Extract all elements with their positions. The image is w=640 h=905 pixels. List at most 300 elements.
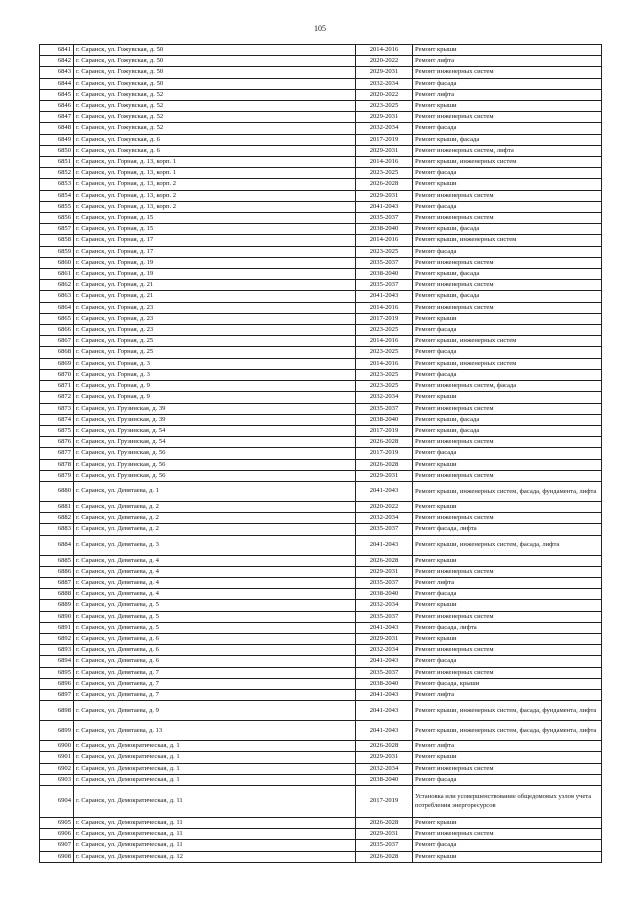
- table-row: [40, 524, 602, 535]
- address-cell: г. Саранск, ул. Демократическая, д. 11: [74, 785, 356, 817]
- work-type-cell: Ремонт крыши: [413, 459, 602, 470]
- address-cell: г. Саранск, ул. Горная, д. 13, корп. 2: [74, 179, 356, 190]
- table-row: [40, 67, 602, 78]
- row-number-cell: 6848: [40, 123, 74, 134]
- period-cell: 2014-2016: [356, 358, 413, 369]
- address-cell: г. Саранск, ул. Грузинская, д. 39: [74, 414, 356, 425]
- work-type-cell: Ремонт крыши, инженерных систем: [413, 358, 602, 369]
- address-cell: г. Саранск, ул. Горная, д. 15: [74, 213, 356, 224]
- work-type-cell: Ремонт инженерных систем: [413, 302, 602, 313]
- row-number-cell: 6866: [40, 325, 74, 336]
- row-number-cell: 6844: [40, 78, 74, 89]
- row-number-cell: 6869: [40, 358, 74, 369]
- work-type-cell: Ремонт фасада: [413, 78, 602, 89]
- work-type-cell: Ремонт крыши: [413, 45, 602, 56]
- table-row: [40, 224, 602, 235]
- address-cell: г. Саранск, ул. Горная, д. 13, корп. 1: [74, 157, 356, 168]
- table-row: [40, 145, 602, 156]
- period-cell: 2023-2025: [356, 246, 413, 257]
- row-number-cell: 6905: [40, 817, 74, 828]
- period-cell: 2014-2016: [356, 302, 413, 313]
- table-row: [40, 213, 602, 224]
- address-cell: г. Саранск, ул. Девятаева, д. 7: [74, 689, 356, 700]
- row-number-cell: 6875: [40, 425, 74, 436]
- period-cell: 2035-2037: [356, 257, 413, 268]
- work-type-cell: Ремонт крыши, инженерных систем, фасада, фундамента, лифта: [413, 481, 602, 501]
- address-cell: г. Саранск, ул. Горная, д. 19: [74, 257, 356, 268]
- work-type-cell: Ремонт инженерных систем: [413, 513, 602, 524]
- address-cell: г. Саранск, ул. Девятаева, д. 7: [74, 667, 356, 678]
- work-type-cell: Ремонт крыши, инженерных систем, фасада, лифта: [413, 535, 602, 555]
- work-type-cell: Ремонт инженерных систем: [413, 611, 602, 622]
- address-cell: г. Саранск, ул. Горная, д. 17: [74, 235, 356, 246]
- table-row: [40, 555, 602, 566]
- work-type-cell: Установка или усовершенствование общедомовых узлов учета потребления энергоресурсов: [413, 785, 602, 817]
- table-row: [40, 817, 602, 828]
- period-cell: 2026-2028: [356, 817, 413, 828]
- period-cell: 2017-2019: [356, 785, 413, 817]
- period-cell: 2020-2022: [356, 89, 413, 100]
- period-cell: 2041-2043: [356, 535, 413, 555]
- period-cell: 2020-2022: [356, 56, 413, 67]
- table-row: [40, 645, 602, 656]
- work-type-cell: Ремонт крыши, фасада: [413, 224, 602, 235]
- work-type-cell: Ремонт крыши, инженерных систем: [413, 157, 602, 168]
- table-body: [40, 45, 602, 863]
- period-cell: 2032-2034: [356, 513, 413, 524]
- table-row: [40, 112, 602, 123]
- row-number-cell: 6881: [40, 501, 74, 512]
- address-cell: г. Саранск, ул. Девятаева, д. 6: [74, 656, 356, 667]
- address-cell: г. Саранск, ул. Демократическая, д. 1: [74, 741, 356, 752]
- period-cell: 2035-2037: [356, 611, 413, 622]
- period-cell: 2026-2028: [356, 851, 413, 862]
- address-cell: г. Саранск, ул. Горная, д. 23: [74, 302, 356, 313]
- row-number-cell: 6845: [40, 89, 74, 100]
- table-row: [40, 459, 602, 470]
- address-cell: г. Саранск, ул. Гожувская, д. 50: [74, 78, 356, 89]
- row-number-cell: 6855: [40, 201, 74, 212]
- period-cell: 2023-2025: [356, 101, 413, 112]
- period-cell: 2017-2019: [356, 448, 413, 459]
- row-number-cell: 6865: [40, 313, 74, 324]
- row-number-cell: 6847: [40, 112, 74, 123]
- row-number-cell: 6877: [40, 448, 74, 459]
- table-row: [40, 785, 602, 817]
- row-number-cell: 6851: [40, 157, 74, 168]
- table-row: [40, 190, 602, 201]
- address-cell: г. Саранск, ул. Горная, д. 9: [74, 392, 356, 403]
- period-cell: 2041-2043: [356, 622, 413, 633]
- row-number-cell: 6904: [40, 785, 74, 817]
- row-number-cell: 6883: [40, 524, 74, 535]
- address-cell: г. Саранск, ул. Горная, д. 13, корп. 1: [74, 168, 356, 179]
- work-type-cell: Ремонт инженерных систем: [413, 213, 602, 224]
- table-row: [40, 481, 602, 501]
- row-number-cell: 6842: [40, 56, 74, 67]
- table-row: [40, 437, 602, 448]
- table-row: [40, 269, 602, 280]
- row-number-cell: 6908: [40, 851, 74, 862]
- period-cell: 2029-2031: [356, 633, 413, 644]
- table-row: [40, 358, 602, 369]
- table-row: [40, 347, 602, 358]
- table-row: [40, 89, 602, 100]
- address-cell: г. Саранск, ул. Девятаева, д. 5: [74, 600, 356, 611]
- table-row: [40, 403, 602, 414]
- work-type-cell: Ремонт фасада: [413, 325, 602, 336]
- row-number-cell: 6892: [40, 633, 74, 644]
- period-cell: 2035-2037: [356, 403, 413, 414]
- period-cell: 2032-2034: [356, 645, 413, 656]
- address-cell: г. Саранск, ул. Девятаева, д. 4: [74, 566, 356, 577]
- address-cell: г. Саранск, ул. Демократическая, д. 1: [74, 752, 356, 763]
- work-type-cell: Ремонт крыши: [413, 392, 602, 403]
- period-cell: 2026-2028: [356, 555, 413, 566]
- period-cell: 2029-2031: [356, 470, 413, 481]
- period-cell: 2038-2040: [356, 774, 413, 785]
- work-type-cell: Ремонт крыши: [413, 313, 602, 324]
- period-cell: 2023-2025: [356, 369, 413, 380]
- table-row: [40, 656, 602, 667]
- table-row: [40, 513, 602, 524]
- table-row: [40, 678, 602, 689]
- table-row: [40, 381, 602, 392]
- row-number-cell: 6849: [40, 134, 74, 145]
- row-number-cell: 6891: [40, 622, 74, 633]
- work-type-cell: Ремонт фасада, крыши: [413, 678, 602, 689]
- table-row: [40, 741, 602, 752]
- address-cell: г. Саранск, ул. Девятаева, д. 5: [74, 611, 356, 622]
- work-type-cell: Ремонт крыши: [413, 851, 602, 862]
- period-cell: 2029-2031: [356, 67, 413, 78]
- address-cell: г. Саранск, ул. Грузинская, д. 56: [74, 459, 356, 470]
- period-cell: 2032-2034: [356, 78, 413, 89]
- address-cell: г. Саранск, ул. Девятаева, д. 9: [74, 701, 356, 721]
- row-number-cell: 6878: [40, 459, 74, 470]
- work-type-cell: Ремонт крыши, инженерных систем, фасада, фундамента, лифта: [413, 721, 602, 741]
- address-cell: г. Саранск, ул. Демократическая, д. 1: [74, 774, 356, 785]
- address-cell: г. Саранск, ул. Горная, д. 23: [74, 325, 356, 336]
- row-number-cell: 6870: [40, 369, 74, 380]
- row-number-cell: 6861: [40, 269, 74, 280]
- period-cell: 2026-2028: [356, 437, 413, 448]
- address-cell: г. Саранск, ул. Гожувская, д. 6: [74, 134, 356, 145]
- address-cell: г. Саранск, ул. Горная, д. 25: [74, 347, 356, 358]
- row-number-cell: 6899: [40, 721, 74, 741]
- period-cell: 2041-2043: [356, 481, 413, 501]
- address-cell: г. Саранск, ул. Горная, д. 15: [74, 224, 356, 235]
- address-cell: г. Саранск, ул. Горная, д. 13, корп. 2: [74, 201, 356, 212]
- work-type-cell: Ремонт инженерных систем: [413, 67, 602, 78]
- address-cell: г. Саранск, ул. Демократическая, д. 1: [74, 763, 356, 774]
- table-row: [40, 101, 602, 112]
- work-type-cell: Ремонт инженерных систем: [413, 645, 602, 656]
- table-row: [40, 157, 602, 168]
- table-row: [40, 291, 602, 302]
- table-row: [40, 611, 602, 622]
- row-number-cell: 6852: [40, 168, 74, 179]
- period-cell: 2023-2025: [356, 381, 413, 392]
- table-row: [40, 566, 602, 577]
- row-number-cell: 6854: [40, 190, 74, 201]
- table-row: [40, 392, 602, 403]
- address-cell: г. Саранск, ул. Грузинская, д. 54: [74, 425, 356, 436]
- work-type-cell: Ремонт фасада: [413, 168, 602, 179]
- row-number-cell: 6884: [40, 535, 74, 555]
- period-cell: 2014-2016: [356, 157, 413, 168]
- period-cell: 2023-2025: [356, 325, 413, 336]
- address-cell: г. Саранск, ул. Девятаева, д. 2: [74, 524, 356, 535]
- work-type-cell: Ремонт лифта: [413, 89, 602, 100]
- table-row: [40, 840, 602, 851]
- row-number-cell: 6864: [40, 302, 74, 313]
- period-cell: 2014-2016: [356, 235, 413, 246]
- table-row: [40, 123, 602, 134]
- table-row: [40, 501, 602, 512]
- period-cell: 2029-2031: [356, 145, 413, 156]
- address-cell: г. Саранск, ул. Демократическая, д. 11: [74, 829, 356, 840]
- table-row: [40, 589, 602, 600]
- address-cell: г. Саранск, ул. Горная, д. 21: [74, 280, 356, 291]
- period-cell: 2032-2034: [356, 123, 413, 134]
- table-row: [40, 633, 602, 644]
- address-cell: г. Саранск, ул. Девятаева, д. 2: [74, 501, 356, 512]
- row-number-cell: 6843: [40, 67, 74, 78]
- address-cell: г. Саранск, ул. Гожувская, д. 52: [74, 123, 356, 134]
- address-cell: г. Саранск, ул. Девятаева, д. 13: [74, 721, 356, 741]
- row-number-cell: 6906: [40, 829, 74, 840]
- table-row: [40, 667, 602, 678]
- work-type-cell: Ремонт инженерных систем: [413, 763, 602, 774]
- address-cell: г. Саранск, ул. Гожувская, д. 52: [74, 101, 356, 112]
- period-cell: 2026-2028: [356, 179, 413, 190]
- work-type-cell: Ремонт крыши, фасада: [413, 134, 602, 145]
- work-type-cell: Ремонт крыши, инженерных систем: [413, 235, 602, 246]
- address-cell: г. Саранск, ул. Демократическая, д. 11: [74, 840, 356, 851]
- address-cell: г. Саранск, ул. Гожувская, д. 50: [74, 56, 356, 67]
- work-type-cell: Ремонт фасада: [413, 369, 602, 380]
- work-type-cell: Ремонт лифта: [413, 741, 602, 752]
- table-row: [40, 325, 602, 336]
- work-type-cell: Ремонт крыши: [413, 101, 602, 112]
- table-row: [40, 577, 602, 588]
- address-cell: г. Саранск, ул. Девятаева, д. 3: [74, 535, 356, 555]
- work-type-cell: Ремонт крыши: [413, 179, 602, 190]
- work-type-cell: Ремонт крыши: [413, 752, 602, 763]
- work-type-cell: Ремонт инженерных систем: [413, 667, 602, 678]
- row-number-cell: 6868: [40, 347, 74, 358]
- work-type-cell: Ремонт лифта: [413, 56, 602, 67]
- work-type-cell: Ремонт инженерных систем: [413, 829, 602, 840]
- address-cell: г. Саранск, ул. Девятаева, д. 6: [74, 633, 356, 644]
- period-cell: 2035-2037: [356, 667, 413, 678]
- period-cell: 2017-2019: [356, 425, 413, 436]
- row-number-cell: 6907: [40, 840, 74, 851]
- address-cell: г. Саранск, ул. Горная, д. 23: [74, 313, 356, 324]
- row-number-cell: 6893: [40, 645, 74, 656]
- row-number-cell: 6860: [40, 257, 74, 268]
- row-number-cell: 6867: [40, 336, 74, 347]
- work-type-cell: Ремонт крыши, фасада: [413, 414, 602, 425]
- address-cell: г. Саранск, ул. Горная, д. 19: [74, 269, 356, 280]
- address-cell: г. Саранск, ул. Девятаева, д. 4: [74, 555, 356, 566]
- period-cell: 2026-2028: [356, 459, 413, 470]
- row-number-cell: 6850: [40, 145, 74, 156]
- table-row: [40, 774, 602, 785]
- row-number-cell: 6901: [40, 752, 74, 763]
- work-type-cell: Ремонт фасада: [413, 347, 602, 358]
- work-type-cell: Ремонт инженерных систем: [413, 566, 602, 577]
- row-number-cell: 6894: [40, 656, 74, 667]
- table-row: [40, 201, 602, 212]
- table-row: [40, 689, 602, 700]
- table-row: [40, 414, 602, 425]
- address-cell: г. Саранск, ул. Демократическая, д. 12: [74, 851, 356, 862]
- work-type-cell: Ремонт фасада: [413, 656, 602, 667]
- period-cell: 2029-2031: [356, 112, 413, 123]
- period-cell: 2029-2031: [356, 752, 413, 763]
- period-cell: 2032-2034: [356, 763, 413, 774]
- table-row: [40, 701, 602, 721]
- address-cell: г. Саранск, ул. Девятаева, д. 5: [74, 622, 356, 633]
- table-row: [40, 246, 602, 257]
- period-cell: 2035-2037: [356, 577, 413, 588]
- period-cell: 2035-2037: [356, 213, 413, 224]
- address-cell: г. Саранск, ул. Горная, д. 3: [74, 369, 356, 380]
- period-cell: 2041-2043: [356, 201, 413, 212]
- work-type-cell: Ремонт крыши: [413, 555, 602, 566]
- work-type-cell: Ремонт инженерных систем: [413, 403, 602, 414]
- period-cell: 2032-2034: [356, 600, 413, 611]
- table-row: [40, 134, 602, 145]
- table-row: [40, 302, 602, 313]
- work-type-cell: Ремонт фасада: [413, 448, 602, 459]
- table-row: [40, 851, 602, 862]
- work-type-cell: Ремонт крыши: [413, 817, 602, 828]
- work-type-cell: Ремонт крыши: [413, 633, 602, 644]
- work-type-cell: Ремонт крыши: [413, 600, 602, 611]
- row-number-cell: 6887: [40, 577, 74, 588]
- address-cell: г. Саранск, ул. Горная, д. 13, корп. 2: [74, 190, 356, 201]
- period-cell: 2026-2028: [356, 741, 413, 752]
- work-type-cell: Ремонт фасада: [413, 589, 602, 600]
- row-number-cell: 6853: [40, 179, 74, 190]
- row-number-cell: 6857: [40, 224, 74, 235]
- work-type-cell: Ремонт инженерных систем: [413, 112, 602, 123]
- work-type-cell: Ремонт крыши: [413, 501, 602, 512]
- address-cell: г. Саранск, ул. Девятаева, д. 4: [74, 589, 356, 600]
- period-cell: 2020-2022: [356, 501, 413, 512]
- table-row: [40, 600, 602, 611]
- row-number-cell: 6863: [40, 291, 74, 302]
- work-type-cell: Ремонт инженерных систем: [413, 437, 602, 448]
- row-number-cell: 6872: [40, 392, 74, 403]
- row-number-cell: 6898: [40, 701, 74, 721]
- address-cell: г. Саранск, ул. Горная, д. 3: [74, 358, 356, 369]
- table-row: [40, 78, 602, 89]
- work-type-cell: Ремонт инженерных систем: [413, 280, 602, 291]
- period-cell: 2038-2040: [356, 589, 413, 600]
- row-number-cell: 6874: [40, 414, 74, 425]
- table-row: [40, 45, 602, 56]
- row-number-cell: 6871: [40, 381, 74, 392]
- row-number-cell: 6873: [40, 403, 74, 414]
- address-cell: г. Саранск, ул. Девятаева, д. 7: [74, 678, 356, 689]
- row-number-cell: 6895: [40, 667, 74, 678]
- row-number-cell: 6903: [40, 774, 74, 785]
- table-row: [40, 235, 602, 246]
- table-row: [40, 56, 602, 67]
- table-row: [40, 470, 602, 481]
- period-cell: 2032-2034: [356, 392, 413, 403]
- work-type-cell: Ремонт лифта: [413, 577, 602, 588]
- work-type-cell: Ремонт крыши, инженерных систем: [413, 336, 602, 347]
- row-number-cell: 6888: [40, 589, 74, 600]
- address-cell: г. Саранск, ул. Девятаева, д. 1: [74, 481, 356, 501]
- page-number: 105: [314, 24, 326, 33]
- period-cell: 2023-2025: [356, 347, 413, 358]
- address-cell: г. Саранск, ул. Демократическая, д. 11: [74, 817, 356, 828]
- row-number-cell: 6897: [40, 689, 74, 700]
- period-cell: 2017-2019: [356, 313, 413, 324]
- work-type-cell: Ремонт фасада: [413, 123, 602, 134]
- period-cell: 2038-2040: [356, 269, 413, 280]
- address-cell: г. Саранск, ул. Гожувская, д. 6: [74, 145, 356, 156]
- period-cell: 2017-2019: [356, 134, 413, 145]
- row-number-cell: 6858: [40, 235, 74, 246]
- work-type-cell: Ремонт крыши, фасада: [413, 291, 602, 302]
- period-cell: 2029-2031: [356, 566, 413, 577]
- address-cell: г. Саранск, ул. Гожувская, д. 50: [74, 45, 356, 56]
- address-cell: г. Саранск, ул. Гожувская, д. 52: [74, 89, 356, 100]
- work-type-cell: Ремонт лифта: [413, 689, 602, 700]
- address-cell: г. Саранск, ул. Горная, д. 21: [74, 291, 356, 302]
- address-cell: г. Саранск, ул. Девятаева, д. 6: [74, 645, 356, 656]
- period-cell: 2014-2016: [356, 336, 413, 347]
- row-number-cell: 6856: [40, 213, 74, 224]
- address-cell: г. Саранск, ул. Грузинская, д. 56: [74, 470, 356, 481]
- address-cell: г. Саранск, ул. Грузинская, д. 54: [74, 437, 356, 448]
- row-number-cell: 6841: [40, 45, 74, 56]
- work-type-cell: Ремонт фасада: [413, 201, 602, 212]
- row-number-cell: 6880: [40, 481, 74, 501]
- table-row: [40, 179, 602, 190]
- work-type-cell: Ремонт инженерных систем, лифта: [413, 145, 602, 156]
- period-cell: 2041-2043: [356, 701, 413, 721]
- table-row: [40, 448, 602, 459]
- address-cell: г. Саранск, ул. Горная, д. 25: [74, 336, 356, 347]
- row-number-cell: 6882: [40, 513, 74, 524]
- address-cell: г. Саранск, ул. Грузинская, д. 39: [74, 403, 356, 414]
- address-cell: г. Саранск, ул. Девятаева, д. 4: [74, 577, 356, 588]
- work-type-cell: Ремонт фасада: [413, 774, 602, 785]
- period-cell: 2023-2025: [356, 168, 413, 179]
- work-type-cell: Ремонт фасада, лифта: [413, 622, 602, 633]
- period-cell: 2041-2043: [356, 689, 413, 700]
- work-type-cell: Ремонт крыши, инженерных систем, фасада, фундамента, лифта: [413, 701, 602, 721]
- address-cell: г. Саранск, ул. Гожувская, д. 50: [74, 67, 356, 78]
- row-number-cell: 6879: [40, 470, 74, 481]
- period-cell: 2029-2031: [356, 190, 413, 201]
- work-type-cell: Ремонт инженерных систем: [413, 190, 602, 201]
- table-row: [40, 752, 602, 763]
- table-row: [40, 336, 602, 347]
- row-number-cell: 6886: [40, 566, 74, 577]
- row-number-cell: 6896: [40, 678, 74, 689]
- period-cell: 2035-2037: [356, 280, 413, 291]
- row-number-cell: 6902: [40, 763, 74, 774]
